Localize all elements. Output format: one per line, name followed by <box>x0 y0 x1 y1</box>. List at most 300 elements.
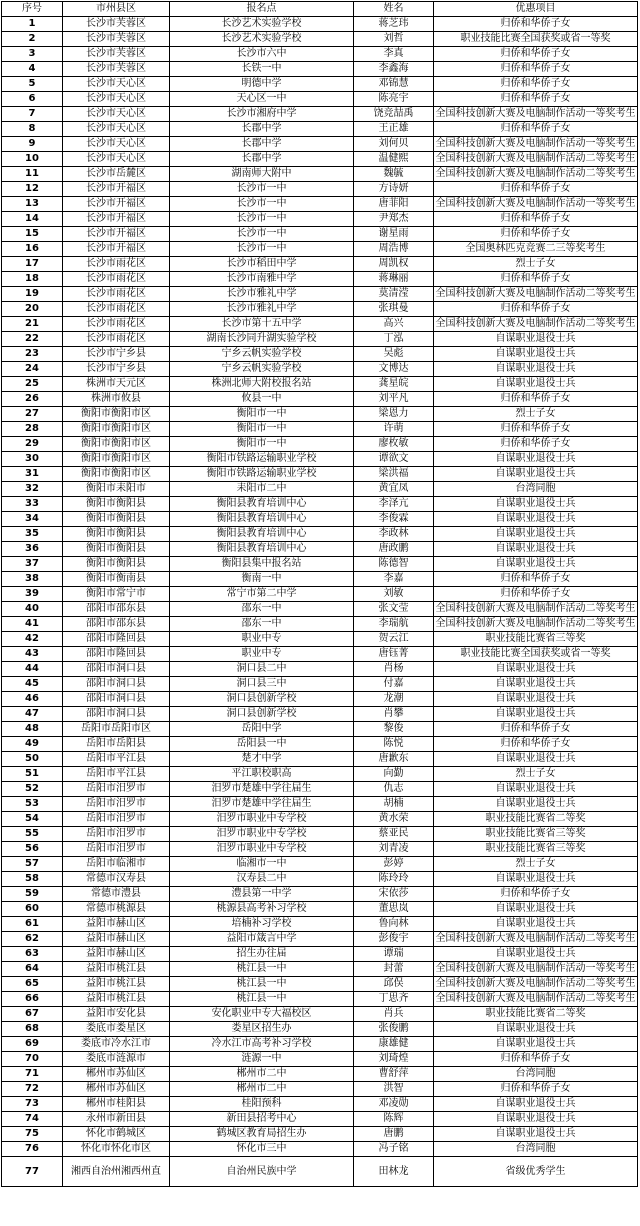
table-row <box>2 542 638 557</box>
cell-preferential-item: 自谋职业退役士兵 <box>434 452 638 467</box>
cell-registration-site: 耒阳市二中 <box>170 482 354 497</box>
cell-preferential-item: 职业技能比赛省二等奖 <box>434 812 638 827</box>
cell-name: 龙潮 <box>354 692 434 707</box>
cell-name: 邱俣 <box>354 977 434 992</box>
cell-serial-number: 28 <box>2 422 63 437</box>
table-row <box>2 1097 638 1112</box>
table-row <box>2 107 638 122</box>
table-row <box>2 167 638 182</box>
table-row <box>2 47 638 62</box>
cell-serial-number: 61 <box>2 917 63 932</box>
cell-city-county: 娄底市娄星区 <box>63 1022 170 1037</box>
table-row <box>2 992 638 1007</box>
cell-registration-site: 自治州民族中学 <box>170 1157 354 1187</box>
cell-registration-site: 怀化市三中 <box>170 1142 354 1157</box>
table-row <box>2 812 638 827</box>
cell-serial-number: 35 <box>2 527 63 542</box>
cell-name: 董思岚 <box>354 902 434 917</box>
cell-serial-number: 48 <box>2 722 63 737</box>
cell-preferential-item: 归侨和华侨子女 <box>434 227 638 242</box>
cell-preferential-item: 全国科技创新大赛及电脑制作活动二等奖考生 <box>434 602 638 617</box>
table-row <box>2 632 638 647</box>
cell-serial-number: 33 <box>2 497 63 512</box>
cell-preferential-item: 台湾同胞 <box>434 1142 638 1157</box>
table-row <box>2 617 638 632</box>
table-row <box>2 32 638 47</box>
table-row <box>2 557 638 572</box>
cell-city-county: 益阳市安化县 <box>63 1007 170 1022</box>
table-row <box>2 962 638 977</box>
table-body <box>2 17 638 1187</box>
cell-serial-number: 25 <box>2 377 63 392</box>
cell-registration-site: 宁乡云帆实验学校 <box>170 362 354 377</box>
cell-preferential-item: 自谋职业退役士兵 <box>434 497 638 512</box>
cell-name: 李瑞航 <box>354 617 434 632</box>
cell-serial-number: 38 <box>2 572 63 587</box>
cell-preferential-item: 自谋职业退役士兵 <box>434 467 638 482</box>
header-registration-site: 报名点 <box>170 2 354 17</box>
cell-serial-number: 74 <box>2 1112 63 1127</box>
cell-serial-number: 49 <box>2 737 63 752</box>
cell-serial-number: 52 <box>2 782 63 797</box>
cell-preferential-item: 自谋职业退役士兵 <box>434 332 638 347</box>
cell-name: 吴彪 <box>354 347 434 362</box>
table-row <box>2 1082 638 1097</box>
cell-city-county: 长沙市天心区 <box>63 122 170 137</box>
cell-preferential-item: 职业技能比赛省三等奖 <box>434 632 638 647</box>
cell-preferential-item: 自谋职业退役士兵 <box>434 347 638 362</box>
cell-city-county: 怀化市鹤城区 <box>63 1127 170 1142</box>
cell-name: 李嘉 <box>354 572 434 587</box>
cell-name: 仇志 <box>354 782 434 797</box>
cell-city-county: 长沙市宁乡县 <box>63 362 170 377</box>
cell-city-county: 衡阳市衡阳县 <box>63 542 170 557</box>
cell-preferential-item: 自谋职业退役士兵 <box>434 872 638 887</box>
cell-city-county: 益阳市桃江县 <box>63 962 170 977</box>
header-preferential-item: 优惠项目 <box>434 2 638 17</box>
cell-preferential-item: 全国科技创新大赛及电脑制作活动二等奖考生 <box>434 317 638 332</box>
cell-registration-site: 长沙市一中 <box>170 227 354 242</box>
cell-serial-number: 1 <box>2 17 63 32</box>
cell-serial-number: 10 <box>2 152 63 167</box>
table-row <box>2 272 638 287</box>
cell-name: 洪智 <box>354 1082 434 1097</box>
cell-city-county: 衡阳市衡阳市区 <box>63 422 170 437</box>
table-row <box>2 467 638 482</box>
table-row <box>2 932 638 947</box>
cell-name: 黎俊 <box>354 722 434 737</box>
header-city-county: 市州县区 <box>63 2 170 17</box>
cell-city-county: 邵阳市洞口县 <box>63 677 170 692</box>
cell-preferential-item: 全国科技创新大赛及电脑制作活动二等奖考生 <box>434 992 638 1007</box>
cell-registration-site: 长沙市雅礼中学 <box>170 287 354 302</box>
cell-city-county: 衡阳市衡阳市区 <box>63 437 170 452</box>
cell-city-county: 娄底市涟源市 <box>63 1052 170 1067</box>
cell-registration-site: 长沙市一中 <box>170 212 354 227</box>
cell-registration-site: 邵东一中 <box>170 602 354 617</box>
cell-serial-number: 13 <box>2 197 63 212</box>
cell-preferential-item: 自谋职业退役士兵 <box>434 707 638 722</box>
cell-serial-number: 46 <box>2 692 63 707</box>
cell-serial-number: 15 <box>2 227 63 242</box>
cell-city-county: 衡阳市常宁市 <box>63 587 170 602</box>
cell-serial-number: 16 <box>2 242 63 257</box>
cell-serial-number: 67 <box>2 1007 63 1022</box>
cell-city-county: 株洲市天元区 <box>63 377 170 392</box>
cell-preferential-item: 归侨和华侨子女 <box>434 182 638 197</box>
cell-registration-site: 长沙市湘府中学 <box>170 107 354 122</box>
cell-name: 邓锦慧 <box>354 77 434 92</box>
table-row <box>2 62 638 77</box>
cell-registration-site: 衡阳市一中 <box>170 437 354 452</box>
cell-registration-site: 桃江县一中 <box>170 977 354 992</box>
cell-city-county: 长沙市天心区 <box>63 152 170 167</box>
cell-serial-number: 50 <box>2 752 63 767</box>
cell-name: 邓凌勋 <box>354 1097 434 1112</box>
cell-preferential-item: 归侨和华侨子女 <box>434 62 638 77</box>
header-name: 姓名 <box>354 2 434 17</box>
cell-registration-site: 汨罗市职业中专学校 <box>170 842 354 857</box>
cell-serial-number: 4 <box>2 62 63 77</box>
cell-preferential-item: 归侨和华侨子女 <box>434 92 638 107</box>
cell-serial-number: 54 <box>2 812 63 827</box>
cell-city-county: 娄底市冷水江市 <box>63 1037 170 1052</box>
cell-serial-number: 40 <box>2 602 63 617</box>
cell-serial-number: 19 <box>2 287 63 302</box>
cell-city-county: 常德市澧县 <box>63 887 170 902</box>
cell-name: 李俊霖 <box>354 512 434 527</box>
cell-name: 彭婷 <box>354 857 434 872</box>
table-row <box>2 677 638 692</box>
cell-city-county: 株洲市攸县 <box>63 392 170 407</box>
table-header-row <box>2 2 638 17</box>
cell-registration-site: 长沙市雅礼中学 <box>170 302 354 317</box>
cell-city-county: 常德市桃源县 <box>63 902 170 917</box>
cell-serial-number: 57 <box>2 857 63 872</box>
cell-serial-number: 45 <box>2 677 63 692</box>
table-row <box>2 302 638 317</box>
cell-name: 黄宜凤 <box>354 482 434 497</box>
cell-name: 周凯权 <box>354 257 434 272</box>
cell-registration-site: 湖南长沙同升湖实验学校 <box>170 332 354 347</box>
cell-registration-site: 娄星区招生办 <box>170 1022 354 1037</box>
table-row <box>2 887 638 902</box>
table-row <box>2 857 638 872</box>
cell-registration-site: 冷水江市高考补习学校 <box>170 1037 354 1052</box>
cell-name: 蒋琳丽 <box>354 272 434 287</box>
cell-serial-number: 59 <box>2 887 63 902</box>
cell-name: 高兴 <box>354 317 434 332</box>
cell-preferential-item: 归侨和华侨子女 <box>434 302 638 317</box>
table-row <box>2 422 638 437</box>
cell-serial-number: 51 <box>2 767 63 782</box>
cell-city-county: 郴州市苏仙区 <box>63 1067 170 1082</box>
cell-name: 康雄健 <box>354 1037 434 1052</box>
table-row <box>2 692 638 707</box>
cell-serial-number: 36 <box>2 542 63 557</box>
cell-serial-number: 70 <box>2 1052 63 1067</box>
cell-name: 温健熙 <box>354 152 434 167</box>
cell-serial-number: 31 <box>2 467 63 482</box>
cell-city-county: 长沙市开福区 <box>63 212 170 227</box>
cell-registration-site: 汨罗市楚雄中学往届生 <box>170 782 354 797</box>
cell-preferential-item: 自谋职业退役士兵 <box>434 1022 638 1037</box>
cell-city-county: 长沙市雨花区 <box>63 257 170 272</box>
table-row <box>2 797 638 812</box>
cell-preferential-item: 自谋职业退役士兵 <box>434 362 638 377</box>
cell-city-county: 长沙市芙蓉区 <box>63 47 170 62</box>
cell-serial-number: 42 <box>2 632 63 647</box>
cell-name: 肖兵 <box>354 1007 434 1022</box>
table-row <box>2 347 638 362</box>
cell-name: 王正雄 <box>354 122 434 137</box>
cell-preferential-item: 归侨和华侨子女 <box>434 77 638 92</box>
cell-registration-site: 桃源县高考补习学校 <box>170 902 354 917</box>
cell-serial-number: 64 <box>2 962 63 977</box>
cell-preferential-item: 省级优秀学生 <box>434 1157 638 1187</box>
cell-name: 陈亮宇 <box>354 92 434 107</box>
cell-city-county: 邵阳市邵东县 <box>63 617 170 632</box>
cell-name: 廖枚敏 <box>354 437 434 452</box>
cell-preferential-item: 烈士子女 <box>434 257 638 272</box>
cell-serial-number: 56 <box>2 842 63 857</box>
cell-city-county: 益阳市桃江县 <box>63 992 170 1007</box>
cell-serial-number: 30 <box>2 452 63 467</box>
cell-registration-site: 鹤城区教育局招生办 <box>170 1127 354 1142</box>
cell-name: 黄水荣 <box>354 812 434 827</box>
cell-registration-site: 衡阳县教育培训中心 <box>170 512 354 527</box>
cell-city-county: 衡阳市衡阳县 <box>63 557 170 572</box>
cell-registration-site: 衡阳市一中 <box>170 422 354 437</box>
table-row <box>2 227 638 242</box>
table-row <box>2 212 638 227</box>
cell-serial-number: 55 <box>2 827 63 842</box>
cell-name: 冯子铭 <box>354 1142 434 1157</box>
cell-registration-site: 新田县招考中心 <box>170 1112 354 1127</box>
cell-city-county: 邵阳市洞口县 <box>63 662 170 677</box>
cell-name: 刘何贝 <box>354 137 434 152</box>
cell-name: 谢星雨 <box>354 227 434 242</box>
cell-registration-site: 安化职业中专大福校区 <box>170 1007 354 1022</box>
cell-preferential-item: 职业技能比赛省二等奖 <box>434 1007 638 1022</box>
table-row <box>2 362 638 377</box>
cell-preferential-item: 全国科技创新大赛及电脑制作活动二等奖考生 <box>434 977 638 992</box>
cell-name: 文博达 <box>354 362 434 377</box>
cell-city-county: 衡阳市衡南县 <box>63 572 170 587</box>
cell-preferential-item: 台湾同胞 <box>434 1067 638 1082</box>
table-row <box>2 722 638 737</box>
cell-preferential-item: 自谋职业退役士兵 <box>434 1112 638 1127</box>
cell-registration-site: 长沙市第十五中学 <box>170 317 354 332</box>
cell-registration-site: 洞口县创新学校 <box>170 692 354 707</box>
cell-registration-site: 岳阳中学 <box>170 722 354 737</box>
table-row <box>2 182 638 197</box>
table-row <box>2 1067 638 1082</box>
cell-registration-site: 桂阳预科 <box>170 1097 354 1112</box>
cell-name: 鲁向林 <box>354 917 434 932</box>
cell-serial-number: 17 <box>2 257 63 272</box>
cell-registration-site: 长铁一中 <box>170 62 354 77</box>
cell-name: 贺云江 <box>354 632 434 647</box>
cell-preferential-item: 自谋职业退役士兵 <box>434 377 638 392</box>
cell-serial-number: 72 <box>2 1082 63 1097</box>
cell-city-county: 邵阳市洞口县 <box>63 692 170 707</box>
cell-preferential-item: 归侨和华侨子女 <box>434 272 638 287</box>
cell-city-county: 长沙市雨花区 <box>63 272 170 287</box>
cell-serial-number: 9 <box>2 137 63 152</box>
cell-name: 刘青凌 <box>354 842 434 857</box>
cell-city-county: 岳阳市岳阳市区 <box>63 722 170 737</box>
cell-serial-number: 7 <box>2 107 63 122</box>
cell-name: 梁恩力 <box>354 407 434 422</box>
cell-name: 唐鹏 <box>354 1127 434 1142</box>
cell-city-county: 益阳市赫山区 <box>63 917 170 932</box>
cell-city-county: 长沙市雨花区 <box>63 287 170 302</box>
cell-city-county: 岳阳市平江县 <box>63 767 170 782</box>
cell-name: 丁思齐 <box>354 992 434 1007</box>
cell-preferential-item: 归侨和华侨子女 <box>434 572 638 587</box>
cell-name: 刘哲 <box>354 32 434 47</box>
cell-registration-site: 宁乡云帆实验学校 <box>170 347 354 362</box>
cell-registration-site: 邵东一中 <box>170 617 354 632</box>
cell-registration-site: 招生办往届 <box>170 947 354 962</box>
cell-registration-site: 郴州市二中 <box>170 1082 354 1097</box>
cell-city-county: 衡阳市衡阳县 <box>63 512 170 527</box>
cell-city-county: 衡阳市衡阳市区 <box>63 452 170 467</box>
table-row <box>2 392 638 407</box>
cell-preferential-item: 归侨和华侨子女 <box>434 47 638 62</box>
cell-name: 张文莹 <box>354 602 434 617</box>
cell-preferential-item: 烈士子女 <box>434 857 638 872</box>
table-row <box>2 662 638 677</box>
cell-name: 封蕾 <box>354 962 434 977</box>
cell-name: 刘平凡 <box>354 392 434 407</box>
cell-city-county: 益阳市桃江县 <box>63 977 170 992</box>
cell-registration-site: 明德中学 <box>170 77 354 92</box>
cell-name: 付嘉 <box>354 677 434 692</box>
table-row <box>2 872 638 887</box>
table-row <box>2 977 638 992</box>
cell-registration-site: 衡阳市铁路运输职业学校 <box>170 467 354 482</box>
cell-preferential-item: 归侨和华侨子女 <box>434 587 638 602</box>
cell-preferential-item: 归侨和华侨子女 <box>434 122 638 137</box>
cell-name: 陈玲玲 <box>354 872 434 887</box>
cell-preferential-item: 烈士子女 <box>434 407 638 422</box>
cell-serial-number: 12 <box>2 182 63 197</box>
cell-preferential-item: 归侨和华侨子女 <box>434 212 638 227</box>
cell-name: 方诗妍 <box>354 182 434 197</box>
table-row <box>2 317 638 332</box>
cell-registration-site: 衡阳市一中 <box>170 407 354 422</box>
cell-registration-site: 攸县一中 <box>170 392 354 407</box>
cell-city-county: 益阳市赫山区 <box>63 932 170 947</box>
table-row <box>2 122 638 137</box>
cell-name: 李真 <box>354 47 434 62</box>
table-row <box>2 332 638 347</box>
cell-preferential-item: 自谋职业退役士兵 <box>434 557 638 572</box>
cell-registration-site: 长沙市六中 <box>170 47 354 62</box>
cell-city-county: 长沙市开福区 <box>63 242 170 257</box>
cell-preferential-item: 职业技能比赛省三等奖 <box>434 827 638 842</box>
cell-name: 宋依莎 <box>354 887 434 902</box>
cell-serial-number: 65 <box>2 977 63 992</box>
cell-preferential-item: 全国奥林匹克竞赛二三等奖考生 <box>434 242 638 257</box>
cell-name: 肖攀 <box>354 707 434 722</box>
cell-serial-number: 14 <box>2 212 63 227</box>
cell-city-county: 长沙市天心区 <box>63 92 170 107</box>
cell-serial-number: 8 <box>2 122 63 137</box>
cell-registration-site: 衡阳县教育培训中心 <box>170 527 354 542</box>
cell-serial-number: 22 <box>2 332 63 347</box>
cell-preferential-item: 职业技能比赛全国获奖或省一等奖 <box>434 647 638 662</box>
cell-registration-site: 汉寿县二中 <box>170 872 354 887</box>
cell-preferential-item: 自谋职业退役士兵 <box>434 1037 638 1052</box>
cell-serial-number: 6 <box>2 92 63 107</box>
cell-serial-number: 66 <box>2 992 63 1007</box>
table-row <box>2 902 638 917</box>
cell-registration-site: 天心区一中 <box>170 92 354 107</box>
cell-name: 张俊鹏 <box>354 1022 434 1037</box>
cell-name: 唐钰菁 <box>354 647 434 662</box>
cell-preferential-item: 全国科技创新大赛及电脑制作活动一等奖考生 <box>434 107 638 122</box>
cell-preferential-item: 自谋职业退役士兵 <box>434 677 638 692</box>
cell-name: 梁洪福 <box>354 467 434 482</box>
cell-city-county: 岳阳市汨罗市 <box>63 842 170 857</box>
table-row <box>2 752 638 767</box>
cell-registration-site: 职业中专 <box>170 632 354 647</box>
cell-preferential-item: 台湾同胞 <box>434 482 638 497</box>
cell-serial-number: 26 <box>2 392 63 407</box>
cell-city-county: 长沙市开福区 <box>63 182 170 197</box>
table-row <box>2 572 638 587</box>
cell-preferential-item: 全国科技创新大赛及电脑制作活动一等奖考生 <box>434 137 638 152</box>
cell-name: 周浩博 <box>354 242 434 257</box>
cell-preferential-item: 自谋职业退役士兵 <box>434 782 638 797</box>
cell-name: 龚星皖 <box>354 377 434 392</box>
cell-serial-number: 41 <box>2 617 63 632</box>
cell-registration-site: 郴州市二中 <box>170 1067 354 1082</box>
table-row <box>2 647 638 662</box>
cell-serial-number: 24 <box>2 362 63 377</box>
cell-serial-number: 21 <box>2 317 63 332</box>
cell-serial-number: 69 <box>2 1037 63 1052</box>
cell-serial-number: 39 <box>2 587 63 602</box>
cell-registration-site: 汨罗市职业中专学校 <box>170 812 354 827</box>
cell-city-county: 岳阳市临湘市 <box>63 857 170 872</box>
cell-preferential-item: 自谋职业退役士兵 <box>434 902 638 917</box>
table-row <box>2 737 638 752</box>
cell-city-county: 郴州市桂阳县 <box>63 1097 170 1112</box>
cell-city-county: 岳阳市汨罗市 <box>63 827 170 842</box>
cell-city-county: 长沙市开福区 <box>63 197 170 212</box>
cell-serial-number: 3 <box>2 47 63 62</box>
cell-preferential-item: 自谋职业退役士兵 <box>434 917 638 932</box>
cell-registration-site: 益阳市箴言中学 <box>170 932 354 947</box>
table-row <box>2 77 638 92</box>
cell-city-county: 邵阳市洞口县 <box>63 707 170 722</box>
cell-preferential-item: 自谋职业退役士兵 <box>434 1097 638 1112</box>
cell-city-county: 益阳市赫山区 <box>63 947 170 962</box>
cell-registration-site: 涟源一中 <box>170 1052 354 1067</box>
table-row <box>2 197 638 212</box>
table-row <box>2 917 638 932</box>
cell-name: 莫清滢 <box>354 287 434 302</box>
cell-preferential-item: 自谋职业退役士兵 <box>434 527 638 542</box>
preferential-policy-table <box>1 1 638 1187</box>
cell-registration-site: 汨罗市楚雄中学往届生 <box>170 797 354 812</box>
cell-registration-site: 长沙市一中 <box>170 242 354 257</box>
table-row <box>2 407 638 422</box>
